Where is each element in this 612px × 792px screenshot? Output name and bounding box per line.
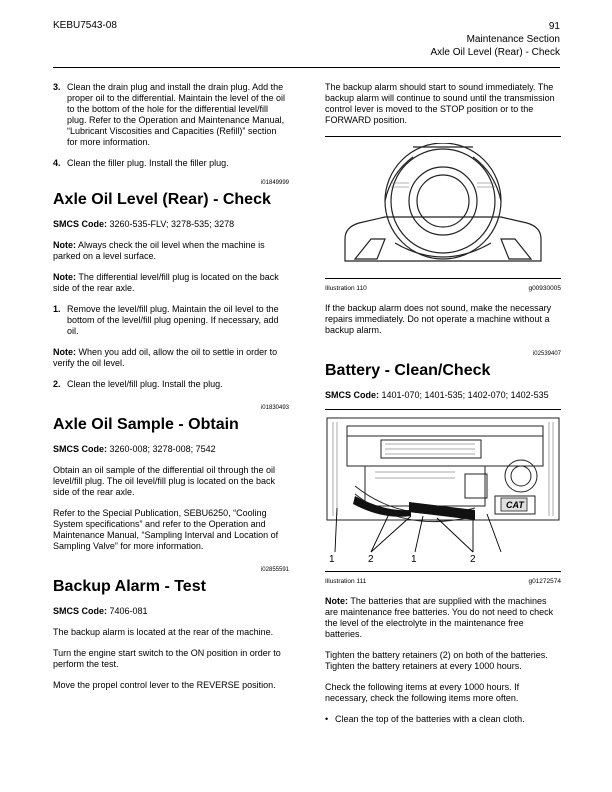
paragraph: The backup alarm is located at the rear of the machine. xyxy=(53,627,274,637)
note-label: Note: xyxy=(53,347,76,357)
paragraph: If the backup alarm does not sound, make the necessary repairs immediately. Do not operate a machine without a backup alarm. xyxy=(325,303,552,335)
bullet-marker: • xyxy=(325,714,329,724)
paragraph: Check the following items at every 1000 hours. If necessary, check the following items more often. xyxy=(325,682,520,703)
paragraph: Refer to the Special Publication, SEBU6250, “Cooling System specifications” and refer to the Operation and Maintenance Manual, “Sampling Interval and Location of Sampling Valve” for more information. xyxy=(53,508,279,551)
step-number: 1. xyxy=(53,304,61,314)
note xyxy=(53,347,289,369)
level-step-1 xyxy=(53,304,289,337)
reference-id: i01830493 xyxy=(260,405,289,411)
note-label: Note: xyxy=(53,240,76,250)
header-rule xyxy=(53,67,560,68)
note-text: The differential level/fill plug is located on the back side of the rear axle. xyxy=(53,272,279,293)
illustration-rule xyxy=(325,278,561,279)
callout-2: 2 xyxy=(470,554,476,565)
illustration-rule xyxy=(325,409,561,410)
smcs-label: SMCS Code: xyxy=(53,219,107,229)
smcs-label: SMCS Code: xyxy=(325,390,379,400)
paragraph: Tighten the battery retainers (2) on both of the batteries. Tighten the battery retainers at every 1000 hours. xyxy=(325,650,548,671)
note-text: Always check the oil level when the machine is parked on a level surface. xyxy=(53,240,265,261)
heading-battery: Battery - Clean/Check xyxy=(325,362,491,379)
smcs-code xyxy=(325,390,561,401)
step-number: 3. xyxy=(53,82,61,92)
topic-name: Axle Oil Level (Rear) - Check xyxy=(430,47,560,58)
paragraph: Move the propel control lever to the REVERSE position. xyxy=(53,680,276,690)
smcs-label: SMCS Code: xyxy=(53,606,107,616)
header-right xyxy=(431,20,560,59)
illustration-label: Illustration 110 xyxy=(325,285,367,292)
heading-axle-oil-sample: Axle Oil Sample - Obtain xyxy=(53,416,239,433)
illustration-ref: g00930005 xyxy=(528,285,561,292)
illustration-caption xyxy=(325,578,561,586)
reference-id: i01849999 xyxy=(260,180,289,186)
section-name: Maintenance Section xyxy=(466,34,560,45)
cat-logo: CAT xyxy=(506,500,524,510)
bullet-item xyxy=(325,714,561,725)
note xyxy=(53,272,289,294)
backup-alarm-illustration xyxy=(325,143,561,273)
bullet-text: Clean the top of the batteries with a clean cloth. xyxy=(335,714,525,724)
step-number: 4. xyxy=(53,158,61,168)
step-4 xyxy=(53,158,289,169)
level-step-2 xyxy=(53,379,289,390)
callout-1: 1 xyxy=(411,554,417,565)
step-text: Clean the level/fill plug. Install the plug. xyxy=(67,379,223,389)
note-text: The batteries that are supplied with the machines are maintenance free batteries. You do not need to check the level of the electrolyte in the maintenance free batteries. xyxy=(325,596,554,639)
smcs-value: 1401-070; 1401-535; 1402-070; 1402-535 xyxy=(381,390,549,400)
callout-1: 1 xyxy=(329,554,335,565)
reference-id: i02539407 xyxy=(532,351,561,357)
illustration-caption xyxy=(325,285,561,293)
illustration-rule xyxy=(325,136,561,137)
note-label: Note: xyxy=(325,596,348,606)
note xyxy=(325,596,561,640)
step-number: 2. xyxy=(53,379,61,389)
paragraph: Obtain an oil sample of the differential oil through the oil level/fill plug. The oil level/fill plug is located on the back side of the rear axle. xyxy=(53,465,275,497)
smcs-code xyxy=(53,219,289,230)
right-column xyxy=(325,82,561,725)
illustration-label: Illustration 111 xyxy=(325,578,367,585)
smcs-code xyxy=(53,606,289,617)
paragraph: Turn the engine start switch to the ON position in order to perform the test. xyxy=(53,648,281,669)
left-column xyxy=(53,82,289,701)
doc-id: KEBU7543-08 xyxy=(53,20,117,31)
step-text: Clean the filler plug. Install the filler plug. xyxy=(67,158,229,168)
smcs-value: 3260-008; 3278-008; 7542 xyxy=(109,444,216,454)
note-text: When you add oil, allow the oil to settle in order to verify the oil level. xyxy=(53,347,278,368)
heading-backup-alarm: Backup Alarm - Test xyxy=(53,578,206,595)
paragraph: The backup alarm should start to sound immediately. The backup alarm will continue to sound until the transmission control lever is moved to the STOP position or to the FORWARD position. xyxy=(325,82,555,125)
step-3 xyxy=(53,82,289,148)
note-label: Note: xyxy=(53,272,76,282)
illustration-ref: g01272574 xyxy=(528,578,561,585)
note xyxy=(53,240,289,262)
page-number: 91 xyxy=(548,21,560,32)
smcs-code xyxy=(53,444,289,455)
illustration-rule xyxy=(325,571,561,572)
heading-axle-oil-level: Axle Oil Level (Rear) - Check xyxy=(53,191,271,208)
smcs-value: 7406-081 xyxy=(109,606,148,616)
reference-id: i02855591 xyxy=(260,567,289,573)
step-text: Remove the level/fill plug. Maintain the oil level to the bottom of the level/fill plug opening. If necessary, add oil. xyxy=(67,304,279,336)
callout-2: 2 xyxy=(368,554,374,565)
smcs-label: SMCS Code: xyxy=(53,444,107,454)
battery-illustration xyxy=(325,416,561,566)
smcs-value: 3260-535-FLV; 3278-535; 3278 xyxy=(109,219,235,229)
step-text: Clean the drain plug and install the drain plug. Add the proper oil to the differential. Maintain the level of the oil to the bottom of the hole for the differential level/fill plug. Refer to the Operation and Maintenance Manual, “Lubricant Viscosities and Capacities (Refill)” section for more information. xyxy=(67,82,285,147)
